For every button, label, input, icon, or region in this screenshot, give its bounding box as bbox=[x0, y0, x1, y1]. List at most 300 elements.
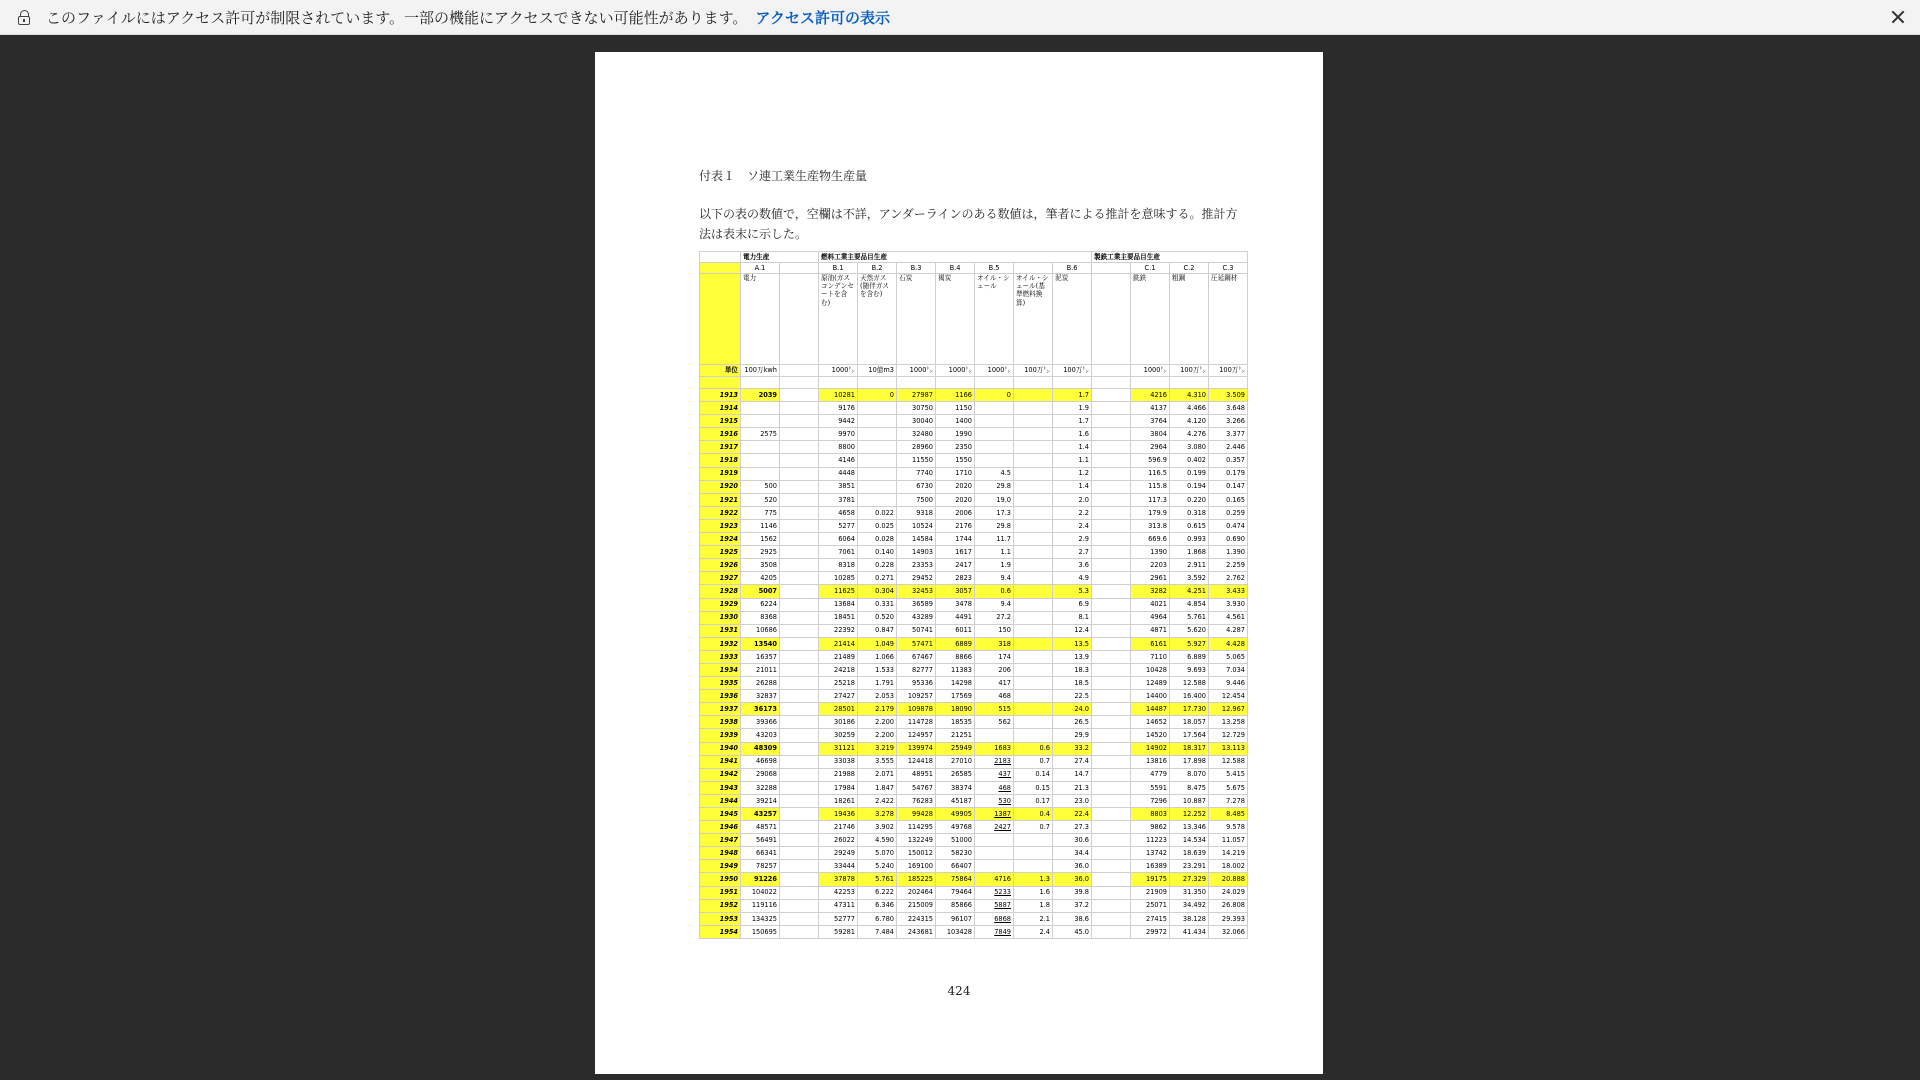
year-cell: 1943 bbox=[700, 781, 741, 794]
value-cell: 14584 bbox=[897, 533, 936, 546]
value-cell: 0.14 bbox=[1014, 768, 1053, 781]
value-cell: 0.022 bbox=[858, 506, 897, 519]
value-cell: 2.446 bbox=[1209, 441, 1248, 454]
value-cell bbox=[1014, 506, 1053, 519]
value-cell: 96107 bbox=[936, 912, 975, 925]
value-cell bbox=[780, 912, 819, 925]
value-cell: 4021 bbox=[1131, 598, 1170, 611]
value-cell: 47311 bbox=[819, 899, 858, 912]
column-code: B.3 bbox=[897, 263, 936, 274]
value-cell: 2.422 bbox=[858, 794, 897, 807]
page-number: 424 bbox=[947, 984, 971, 998]
value-cell: 27.329 bbox=[1170, 873, 1209, 886]
value-cell: 3851 bbox=[819, 480, 858, 493]
value-cell: 39214 bbox=[741, 794, 780, 807]
value-cell: 43289 bbox=[897, 611, 936, 624]
value-cell bbox=[1092, 925, 1131, 938]
value-cell: 18.317 bbox=[1170, 742, 1209, 755]
value-cell: 2.1 bbox=[1014, 912, 1053, 925]
column-name: 褐炭 bbox=[936, 274, 975, 365]
value-cell bbox=[1014, 847, 1053, 860]
table-row bbox=[700, 519, 1248, 532]
value-cell: 22392 bbox=[819, 624, 858, 637]
value-cell: 3.219 bbox=[858, 742, 897, 755]
value-cell bbox=[1014, 729, 1053, 742]
value-cell: 95336 bbox=[897, 677, 936, 690]
value-cell: 114295 bbox=[897, 821, 936, 834]
value-cell: 4.428 bbox=[1209, 637, 1248, 650]
year-cell: 1919 bbox=[700, 467, 741, 480]
year-cell: 1915 bbox=[700, 415, 741, 428]
value-cell bbox=[975, 860, 1014, 873]
value-cell bbox=[1092, 493, 1131, 506]
column-code: B.5 bbox=[975, 263, 1014, 274]
value-cell bbox=[780, 808, 819, 821]
value-cell: 12.967 bbox=[1209, 703, 1248, 716]
value-cell: 21489 bbox=[819, 650, 858, 663]
value-cell: 2.259 bbox=[1209, 559, 1248, 572]
value-cell: 117.3 bbox=[1131, 493, 1170, 506]
value-cell: 8.475 bbox=[1170, 781, 1209, 794]
value-cell: 14.534 bbox=[1170, 834, 1209, 847]
header-blank bbox=[700, 252, 741, 263]
value-cell: 103428 bbox=[936, 925, 975, 938]
value-cell bbox=[780, 402, 819, 415]
value-cell bbox=[780, 834, 819, 847]
column-code: C.1 bbox=[1131, 263, 1170, 274]
value-cell: 14902 bbox=[1131, 742, 1170, 755]
value-cell: 51000 bbox=[936, 834, 975, 847]
value-cell: 4.5 bbox=[975, 467, 1014, 480]
value-cell: 4871 bbox=[1131, 624, 1170, 637]
value-cell: 0.357 bbox=[1209, 454, 1248, 467]
value-cell: 0 bbox=[975, 389, 1014, 402]
value-cell: 0.318 bbox=[1170, 506, 1209, 519]
value-cell: 12489 bbox=[1131, 677, 1170, 690]
value-cell: 0.194 bbox=[1170, 480, 1209, 493]
value-cell: 33.2 bbox=[1053, 742, 1092, 755]
table-row bbox=[700, 663, 1248, 676]
column-unit: 1000㌧ bbox=[936, 365, 975, 377]
year-cell: 1946 bbox=[700, 821, 741, 834]
value-cell: 14298 bbox=[936, 677, 975, 690]
value-cell: 16.400 bbox=[1170, 690, 1209, 703]
value-cell bbox=[1014, 519, 1053, 532]
value-cell bbox=[780, 559, 819, 572]
group-header-row bbox=[700, 252, 1248, 263]
column-name: オイル・シェール(基準燃料換算) bbox=[1014, 274, 1053, 365]
value-cell: 66407 bbox=[936, 860, 975, 873]
value-cell: 1.868 bbox=[1170, 546, 1209, 559]
value-cell: 437 bbox=[975, 768, 1014, 781]
value-cell bbox=[780, 886, 819, 899]
table-row bbox=[700, 533, 1248, 546]
value-cell: 34.492 bbox=[1170, 899, 1209, 912]
value-cell: 3.6 bbox=[1053, 559, 1092, 572]
value-cell: 75864 bbox=[936, 873, 975, 886]
value-cell: 174 bbox=[975, 650, 1014, 663]
value-cell: 2.4 bbox=[1053, 519, 1092, 532]
value-cell: 19175 bbox=[1131, 873, 1170, 886]
value-cell bbox=[1092, 860, 1131, 873]
value-cell: 6.346 bbox=[858, 899, 897, 912]
value-cell: 9318 bbox=[897, 506, 936, 519]
year-cell: 1913 bbox=[700, 389, 741, 402]
value-cell: 520 bbox=[741, 493, 780, 506]
unit-label: 単位 bbox=[700, 365, 741, 377]
value-cell bbox=[1092, 703, 1131, 716]
view-permissions-link[interactable]: アクセス許可の表示 bbox=[755, 8, 890, 27]
value-cell: 24.029 bbox=[1209, 886, 1248, 899]
value-cell: 119116 bbox=[741, 899, 780, 912]
value-cell: 7.034 bbox=[1209, 663, 1248, 676]
value-cell: 0.304 bbox=[858, 585, 897, 598]
value-cell: 169100 bbox=[897, 860, 936, 873]
value-cell: 13.258 bbox=[1209, 716, 1248, 729]
column-code bbox=[1092, 263, 1131, 274]
value-cell: 56491 bbox=[741, 834, 780, 847]
value-cell: 17.564 bbox=[1170, 729, 1209, 742]
value-cell: 9970 bbox=[819, 428, 858, 441]
value-cell: 1990 bbox=[936, 428, 975, 441]
value-cell: 4146 bbox=[819, 454, 858, 467]
value-cell bbox=[1092, 428, 1131, 441]
value-cell: 5887 bbox=[975, 899, 1014, 912]
value-cell: 3.902 bbox=[858, 821, 897, 834]
value-cell: 5591 bbox=[1131, 781, 1170, 794]
value-cell: 3.266 bbox=[1209, 415, 1248, 428]
value-cell: 14520 bbox=[1131, 729, 1170, 742]
value-cell: 669.6 bbox=[1131, 533, 1170, 546]
value-cell: 28960 bbox=[897, 441, 936, 454]
value-cell: 23353 bbox=[897, 559, 936, 572]
value-cell bbox=[780, 493, 819, 506]
value-cell: 10686 bbox=[741, 624, 780, 637]
year-cell: 1954 bbox=[700, 925, 741, 938]
column-name: 原油(ガスコンデンセートを含む) bbox=[819, 274, 858, 365]
value-cell: 11.7 bbox=[975, 533, 1014, 546]
value-cell bbox=[1092, 912, 1131, 925]
value-cell: 1.066 bbox=[858, 650, 897, 663]
value-cell bbox=[1014, 716, 1053, 729]
value-cell bbox=[1014, 454, 1053, 467]
value-cell: 4658 bbox=[819, 506, 858, 519]
value-cell: 13816 bbox=[1131, 755, 1170, 768]
value-cell bbox=[780, 454, 819, 467]
value-cell: 12.454 bbox=[1209, 690, 1248, 703]
value-cell: 3.278 bbox=[858, 808, 897, 821]
value-cell: 0.15 bbox=[1014, 781, 1053, 794]
column-name: 石炭 bbox=[897, 274, 936, 365]
value-cell: 13.113 bbox=[1209, 742, 1248, 755]
value-cell: 52777 bbox=[819, 912, 858, 925]
value-cell: 1.1 bbox=[1053, 454, 1092, 467]
value-cell bbox=[741, 454, 780, 467]
value-cell: 4137 bbox=[1131, 402, 1170, 415]
value-cell: 4.561 bbox=[1209, 611, 1248, 624]
value-cell: 11550 bbox=[897, 454, 936, 467]
value-cell: 5.065 bbox=[1209, 650, 1248, 663]
value-cell: 82777 bbox=[897, 663, 936, 676]
value-cell: 1744 bbox=[936, 533, 975, 546]
value-cell: 42253 bbox=[819, 886, 858, 899]
value-cell: 59281 bbox=[819, 925, 858, 938]
close-icon[interactable] bbox=[1886, 5, 1910, 29]
value-cell: 1710 bbox=[936, 467, 975, 480]
value-cell: 6224 bbox=[741, 598, 780, 611]
value-cell bbox=[1014, 611, 1053, 624]
value-cell bbox=[1092, 585, 1131, 598]
value-cell: 1.390 bbox=[1209, 546, 1248, 559]
value-cell: 79464 bbox=[936, 886, 975, 899]
value-cell: 29.393 bbox=[1209, 912, 1248, 925]
value-cell bbox=[1014, 585, 1053, 598]
value-cell: 9.578 bbox=[1209, 821, 1248, 834]
value-cell: 2020 bbox=[936, 493, 975, 506]
column-unit: 10億m3 bbox=[858, 365, 897, 377]
value-cell: 3.509 bbox=[1209, 389, 1248, 402]
table-row bbox=[700, 899, 1248, 912]
value-cell: 318 bbox=[975, 637, 1014, 650]
value-cell bbox=[1014, 493, 1053, 506]
value-cell bbox=[780, 768, 819, 781]
value-cell bbox=[1092, 533, 1131, 546]
value-cell: 5.761 bbox=[858, 873, 897, 886]
column-name bbox=[1092, 274, 1131, 365]
table-row bbox=[700, 677, 1248, 690]
value-cell: 1562 bbox=[741, 533, 780, 546]
table-row bbox=[700, 886, 1248, 899]
value-cell: 2350 bbox=[936, 441, 975, 454]
document-page bbox=[595, 52, 1323, 1074]
column-name: 粗鋼 bbox=[1170, 274, 1209, 365]
value-cell bbox=[1092, 716, 1131, 729]
value-cell bbox=[1092, 847, 1131, 860]
table-row bbox=[700, 637, 1248, 650]
table-row bbox=[700, 716, 1248, 729]
value-cell: 26.5 bbox=[1053, 716, 1092, 729]
value-cell bbox=[858, 428, 897, 441]
column-unit bbox=[780, 365, 819, 377]
value-cell: 6.222 bbox=[858, 886, 897, 899]
value-cell: 2823 bbox=[936, 572, 975, 585]
value-cell: 417 bbox=[975, 677, 1014, 690]
value-cell: 85866 bbox=[936, 899, 975, 912]
value-cell: 57471 bbox=[897, 637, 936, 650]
value-cell: 1.4 bbox=[1053, 480, 1092, 493]
table-row bbox=[700, 873, 1248, 886]
code-blank bbox=[700, 263, 741, 274]
value-cell bbox=[780, 703, 819, 716]
value-cell: 562 bbox=[975, 716, 1014, 729]
value-cell: 2183 bbox=[975, 755, 1014, 768]
value-cell: 4.854 bbox=[1170, 598, 1209, 611]
table-row bbox=[700, 847, 1248, 860]
value-cell: 500 bbox=[741, 480, 780, 493]
value-cell: 12.729 bbox=[1209, 729, 1248, 742]
value-cell: 1400 bbox=[936, 415, 975, 428]
year-cell: 1930 bbox=[700, 611, 741, 624]
value-cell: 17984 bbox=[819, 781, 858, 794]
value-cell bbox=[1092, 454, 1131, 467]
value-cell: 7110 bbox=[1131, 650, 1170, 663]
value-cell: 78257 bbox=[741, 860, 780, 873]
value-cell: 8866 bbox=[936, 650, 975, 663]
value-cell bbox=[1014, 428, 1053, 441]
value-cell: 104022 bbox=[741, 886, 780, 899]
name-header-row bbox=[700, 274, 1248, 365]
value-cell: 10285 bbox=[819, 572, 858, 585]
value-cell: 13.9 bbox=[1053, 650, 1092, 663]
value-cell: 2.053 bbox=[858, 690, 897, 703]
column-unit bbox=[1092, 365, 1131, 377]
table-row bbox=[700, 598, 1248, 611]
value-cell: 2575 bbox=[741, 428, 780, 441]
table-row bbox=[700, 467, 1248, 480]
value-cell: 67467 bbox=[897, 650, 936, 663]
value-cell: 46698 bbox=[741, 755, 780, 768]
value-cell: 14400 bbox=[1131, 690, 1170, 703]
table-caption: 付表１ ソ連工業生産物生産量 bbox=[699, 169, 868, 183]
value-cell: 1.049 bbox=[858, 637, 897, 650]
value-cell: 76283 bbox=[897, 794, 936, 807]
value-cell bbox=[1014, 663, 1053, 676]
year-cell: 1947 bbox=[700, 834, 741, 847]
year-cell: 1918 bbox=[700, 454, 741, 467]
value-cell: 4205 bbox=[741, 572, 780, 585]
value-cell: 1617 bbox=[936, 546, 975, 559]
value-cell: 13.5 bbox=[1053, 637, 1092, 650]
value-cell: 0.993 bbox=[1170, 533, 1209, 546]
value-cell: 0.7 bbox=[1014, 755, 1053, 768]
value-cell: 27.4 bbox=[1053, 755, 1092, 768]
value-cell bbox=[1014, 677, 1053, 690]
value-cell: 20.888 bbox=[1209, 873, 1248, 886]
value-cell: 10281 bbox=[819, 389, 858, 402]
value-cell bbox=[1014, 860, 1053, 873]
value-cell: 11625 bbox=[819, 585, 858, 598]
value-cell: 49768 bbox=[936, 821, 975, 834]
value-cell: 0.271 bbox=[858, 572, 897, 585]
value-cell: 2.762 bbox=[1209, 572, 1248, 585]
value-cell: 215009 bbox=[897, 899, 936, 912]
column-unit: 1000㌧ bbox=[975, 365, 1014, 377]
value-cell: 2427 bbox=[975, 821, 1014, 834]
value-cell: 2039 bbox=[741, 389, 780, 402]
value-cell bbox=[1092, 546, 1131, 559]
year-cell: 1920 bbox=[700, 480, 741, 493]
value-cell: 2.200 bbox=[858, 716, 897, 729]
table-row bbox=[700, 546, 1248, 559]
value-cell: 66341 bbox=[741, 847, 780, 860]
value-cell: 7296 bbox=[1131, 794, 1170, 807]
year-cell: 1932 bbox=[700, 637, 741, 650]
column-unit: 100万㌧ bbox=[1209, 365, 1248, 377]
value-cell bbox=[780, 794, 819, 807]
name-blank bbox=[700, 274, 741, 365]
value-cell: 2.911 bbox=[1170, 559, 1209, 572]
value-cell: 7061 bbox=[819, 546, 858, 559]
value-cell: 32837 bbox=[741, 690, 780, 703]
value-cell: 0.331 bbox=[858, 598, 897, 611]
value-cell bbox=[1092, 899, 1131, 912]
value-cell bbox=[780, 781, 819, 794]
value-cell bbox=[1092, 402, 1131, 415]
table-row bbox=[700, 441, 1248, 454]
value-cell: 12.588 bbox=[1209, 755, 1248, 768]
value-cell: 91226 bbox=[741, 873, 780, 886]
value-cell: 11383 bbox=[936, 663, 975, 676]
value-cell bbox=[780, 585, 819, 598]
value-cell bbox=[1092, 873, 1131, 886]
value-cell: 37.2 bbox=[1053, 899, 1092, 912]
value-cell bbox=[780, 860, 819, 873]
value-cell: 58230 bbox=[936, 847, 975, 860]
table-row bbox=[700, 559, 1248, 572]
value-cell bbox=[780, 637, 819, 650]
value-cell bbox=[975, 729, 1014, 742]
value-cell bbox=[1092, 559, 1131, 572]
table-row bbox=[700, 860, 1248, 873]
value-cell: 4.466 bbox=[1170, 402, 1209, 415]
value-cell bbox=[780, 729, 819, 742]
value-cell: 5.240 bbox=[858, 860, 897, 873]
value-cell: 5007 bbox=[741, 585, 780, 598]
table-row bbox=[700, 480, 1248, 493]
value-cell: 16389 bbox=[1131, 860, 1170, 873]
table-row bbox=[700, 729, 1248, 742]
value-cell: 48309 bbox=[741, 742, 780, 755]
column-code: B.4 bbox=[936, 263, 975, 274]
value-cell: 114728 bbox=[897, 716, 936, 729]
value-cell: 5233 bbox=[975, 886, 1014, 899]
value-cell bbox=[780, 663, 819, 676]
column-name: オイル・シェール bbox=[975, 274, 1014, 365]
value-cell bbox=[780, 716, 819, 729]
value-cell: 1.533 bbox=[858, 663, 897, 676]
value-cell: 0.690 bbox=[1209, 533, 1248, 546]
column-name: 銑鉄 bbox=[1131, 274, 1170, 365]
group-steel: 製鉄工業主要品目生産 bbox=[1092, 252, 1248, 263]
value-cell: 5.927 bbox=[1170, 637, 1209, 650]
value-cell: 2176 bbox=[936, 519, 975, 532]
value-cell bbox=[780, 624, 819, 637]
value-cell: 33038 bbox=[819, 755, 858, 768]
production-table bbox=[699, 251, 1248, 939]
value-cell: 115.8 bbox=[1131, 480, 1170, 493]
value-cell: 17569 bbox=[936, 690, 975, 703]
value-cell: 4.251 bbox=[1170, 585, 1209, 598]
value-cell: 27987 bbox=[897, 389, 936, 402]
value-cell bbox=[780, 598, 819, 611]
value-cell: 1390 bbox=[1131, 546, 1170, 559]
value-cell: 2964 bbox=[1131, 441, 1170, 454]
value-cell: 54767 bbox=[897, 781, 936, 794]
table-row bbox=[700, 834, 1248, 847]
value-cell bbox=[975, 441, 1014, 454]
value-cell: 3.648 bbox=[1209, 402, 1248, 415]
value-cell bbox=[975, 428, 1014, 441]
value-cell: 18451 bbox=[819, 611, 858, 624]
value-cell: 32453 bbox=[897, 585, 936, 598]
value-cell bbox=[780, 519, 819, 532]
value-cell bbox=[1014, 441, 1053, 454]
value-cell: 530 bbox=[975, 794, 1014, 807]
value-cell: 0.6 bbox=[975, 585, 1014, 598]
table-row bbox=[700, 703, 1248, 716]
value-cell bbox=[1014, 703, 1053, 716]
table-row bbox=[700, 415, 1248, 428]
